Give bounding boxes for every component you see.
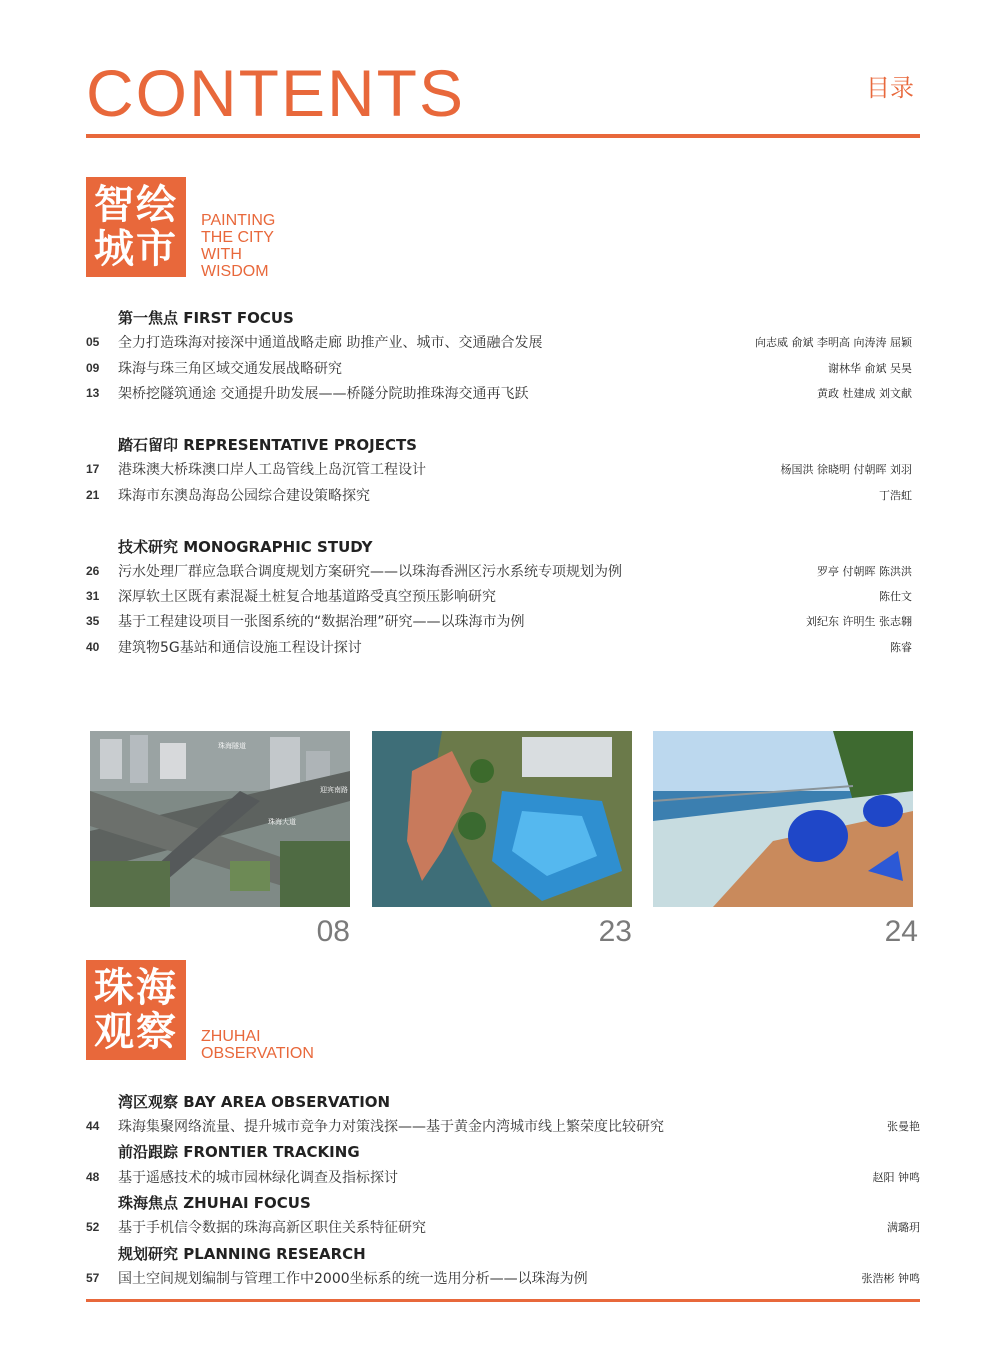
toc-page-number: 21 <box>86 488 100 502</box>
toc-page-number: 31 <box>86 589 100 603</box>
toc-page-number: 13 <box>86 386 100 400</box>
section-badge-line: 智绘 <box>94 182 178 228</box>
photo-label: 迎宾南路 <box>320 786 348 794</box>
toc-entry[interactable] <box>86 585 912 607</box>
toc-page-number: 40 <box>86 640 100 654</box>
section-badge-line: 珠海 <box>94 965 178 1011</box>
toc-authors: 谢林华 俞斌 吴昊 <box>828 362 912 375</box>
section-en-title <box>201 1028 314 1062</box>
toc-authors: 满璐玥 <box>887 1221 920 1234</box>
toc-authors: 罗亭 付朝晖 陈洪洪 <box>817 565 912 578</box>
toc-page-number: 17 <box>86 462 100 476</box>
toc-title: 全力打造珠海对接深中通道战略走廊 助推产业、城市、交通融合发展 <box>118 335 543 351</box>
toc-title: 珠海集聚网络流量、提升城市竞争力对策浅探——基于黄金内湾城市线上繁荣度比较研究 <box>118 1119 664 1135</box>
group-heading: 湾区观察 BAY AREA OBSERVATION <box>118 1093 391 1111</box>
toc-entry[interactable] <box>86 636 912 658</box>
photo-page-number: 23 <box>598 915 632 948</box>
photo-label: 珠海大道 <box>268 818 296 826</box>
section-en-line: THE CITY <box>201 229 274 246</box>
toc-page-number: 48 <box>86 1170 100 1184</box>
top-divider <box>86 134 920 138</box>
group-heading: 第一焦点 FIRST FOCUS <box>118 309 294 327</box>
section-badge-painting-city <box>86 177 186 277</box>
toc-authors: 向志威 俞斌 李明高 向涛涛 屈颖 <box>755 336 912 349</box>
toc-authors: 丁浩虹 <box>879 489 912 502</box>
group-heading: 技术研究 MONOGRAPHIC STUDY <box>118 538 373 556</box>
photo-page-number: 24 <box>884 915 918 948</box>
toc-authors: 杨国洪 徐晓明 付朝晖 刘羽 <box>780 463 912 476</box>
toc-title: 基于手机信令数据的珠海高新区职住关系特征研究 <box>118 1220 426 1236</box>
toc-entry[interactable] <box>86 331 912 353</box>
toc-entry[interactable] <box>86 560 912 582</box>
toc-page-number: 44 <box>86 1119 100 1133</box>
toc-title: 基于工程建设项目一张图系统的“数据治理”研究——以珠海市为例 <box>118 614 525 630</box>
page-title: CONTENTS <box>86 56 465 130</box>
toc-title: 深厚软土区既有素混凝土桩复合地基道路受真空预压影响研究 <box>118 589 496 605</box>
toc-entry[interactable] <box>86 458 912 480</box>
section-en-line: WITH <box>201 246 242 263</box>
toc-entry[interactable] <box>86 1267 920 1289</box>
section-en-line: OBSERVATION <box>201 1045 314 1062</box>
section-en-line: PAINTING <box>201 212 276 229</box>
toc-entry[interactable] <box>86 610 912 632</box>
section-badge-line: 城市 <box>94 226 178 272</box>
toc-page-number: 26 <box>86 564 100 578</box>
section-en-title <box>201 212 275 280</box>
section-en-line: ZHUHAI <box>201 1028 261 1045</box>
toc-authors: 黄政 杜建成 刘文献 <box>817 387 912 400</box>
toc-title: 架桥挖隧筑通途 交通提升助发展——桥隧分院助推珠海交通再飞跃 <box>118 386 529 402</box>
toc-entry[interactable] <box>86 1115 920 1137</box>
toc-authors: 赵阳 钟鸣 <box>872 1171 920 1184</box>
toc-page-number: 09 <box>86 361 100 375</box>
toc-page-number: 52 <box>86 1220 100 1234</box>
toc-title: 港珠澳大桥珠澳口岸人工岛管线上岛沉管工程设计 <box>118 462 426 478</box>
group-heading: 珠海焦点 ZHUHAI FOCUS <box>118 1194 311 1212</box>
toc-entry[interactable] <box>86 382 912 404</box>
section-badge-line: 观察 <box>94 1009 178 1055</box>
toc-entry[interactable] <box>86 357 912 379</box>
toc-authors: 张曼艳 <box>887 1120 920 1133</box>
toc-title: 国土空间规划编制与管理工作中2000坐标系的统一选用分析——以珠海为例 <box>118 1271 588 1287</box>
page-title-cn: 目录 <box>866 74 914 102</box>
section-badge-zhuhai-observation <box>86 960 186 1060</box>
toc-page-number: 57 <box>86 1271 100 1285</box>
toc-title: 珠海市东澳岛海岛公园综合建设策略探究 <box>118 488 370 504</box>
toc-authors: 刘纪东 许明生 张志翱 <box>806 615 912 628</box>
bottom-divider <box>86 1299 920 1302</box>
toc-title: 建筑物5G基站和通信设施工程设计探讨 <box>118 640 362 656</box>
toc-title: 基于遥感技术的城市园林绿化调查及指标探讨 <box>118 1170 398 1186</box>
island-pool-photo-icon[interactable] <box>372 731 632 907</box>
toc-entry[interactable] <box>86 1166 920 1188</box>
toc-title: 珠海与珠三角区域交通发展战略研究 <box>118 361 342 377</box>
aerial-city-photo-icon[interactable] <box>90 731 350 907</box>
group-heading: 规划研究 PLANNING RESEARCH <box>118 1245 366 1263</box>
group-heading: 踏石留印 REPRESENTATIVE PROJECTS <box>118 436 417 454</box>
photo-label: 珠海隧道 <box>218 742 246 750</box>
section-en-line: WISDOM <box>201 263 269 280</box>
toc-authors: 陈仕文 <box>879 590 912 603</box>
photo-page-number: 08 <box>316 915 350 948</box>
toc-title: 污水处理厂群应急联合调度规划方案研究——以珠海香洲区污水系统专项规划为例 <box>118 564 622 580</box>
toc-page-number: 35 <box>86 614 100 628</box>
toc-authors: 张浩彬 钟鸣 <box>861 1272 920 1285</box>
toc-page-number: 05 <box>86 335 100 349</box>
toc-authors: 陈睿 <box>890 641 912 654</box>
seaside-boardwalk-photo-icon[interactable] <box>653 731 913 907</box>
group-heading: 前沿跟踪 FRONTIER TRACKING <box>118 1143 360 1161</box>
toc-entry[interactable] <box>86 1216 920 1238</box>
toc-entry[interactable] <box>86 484 912 506</box>
